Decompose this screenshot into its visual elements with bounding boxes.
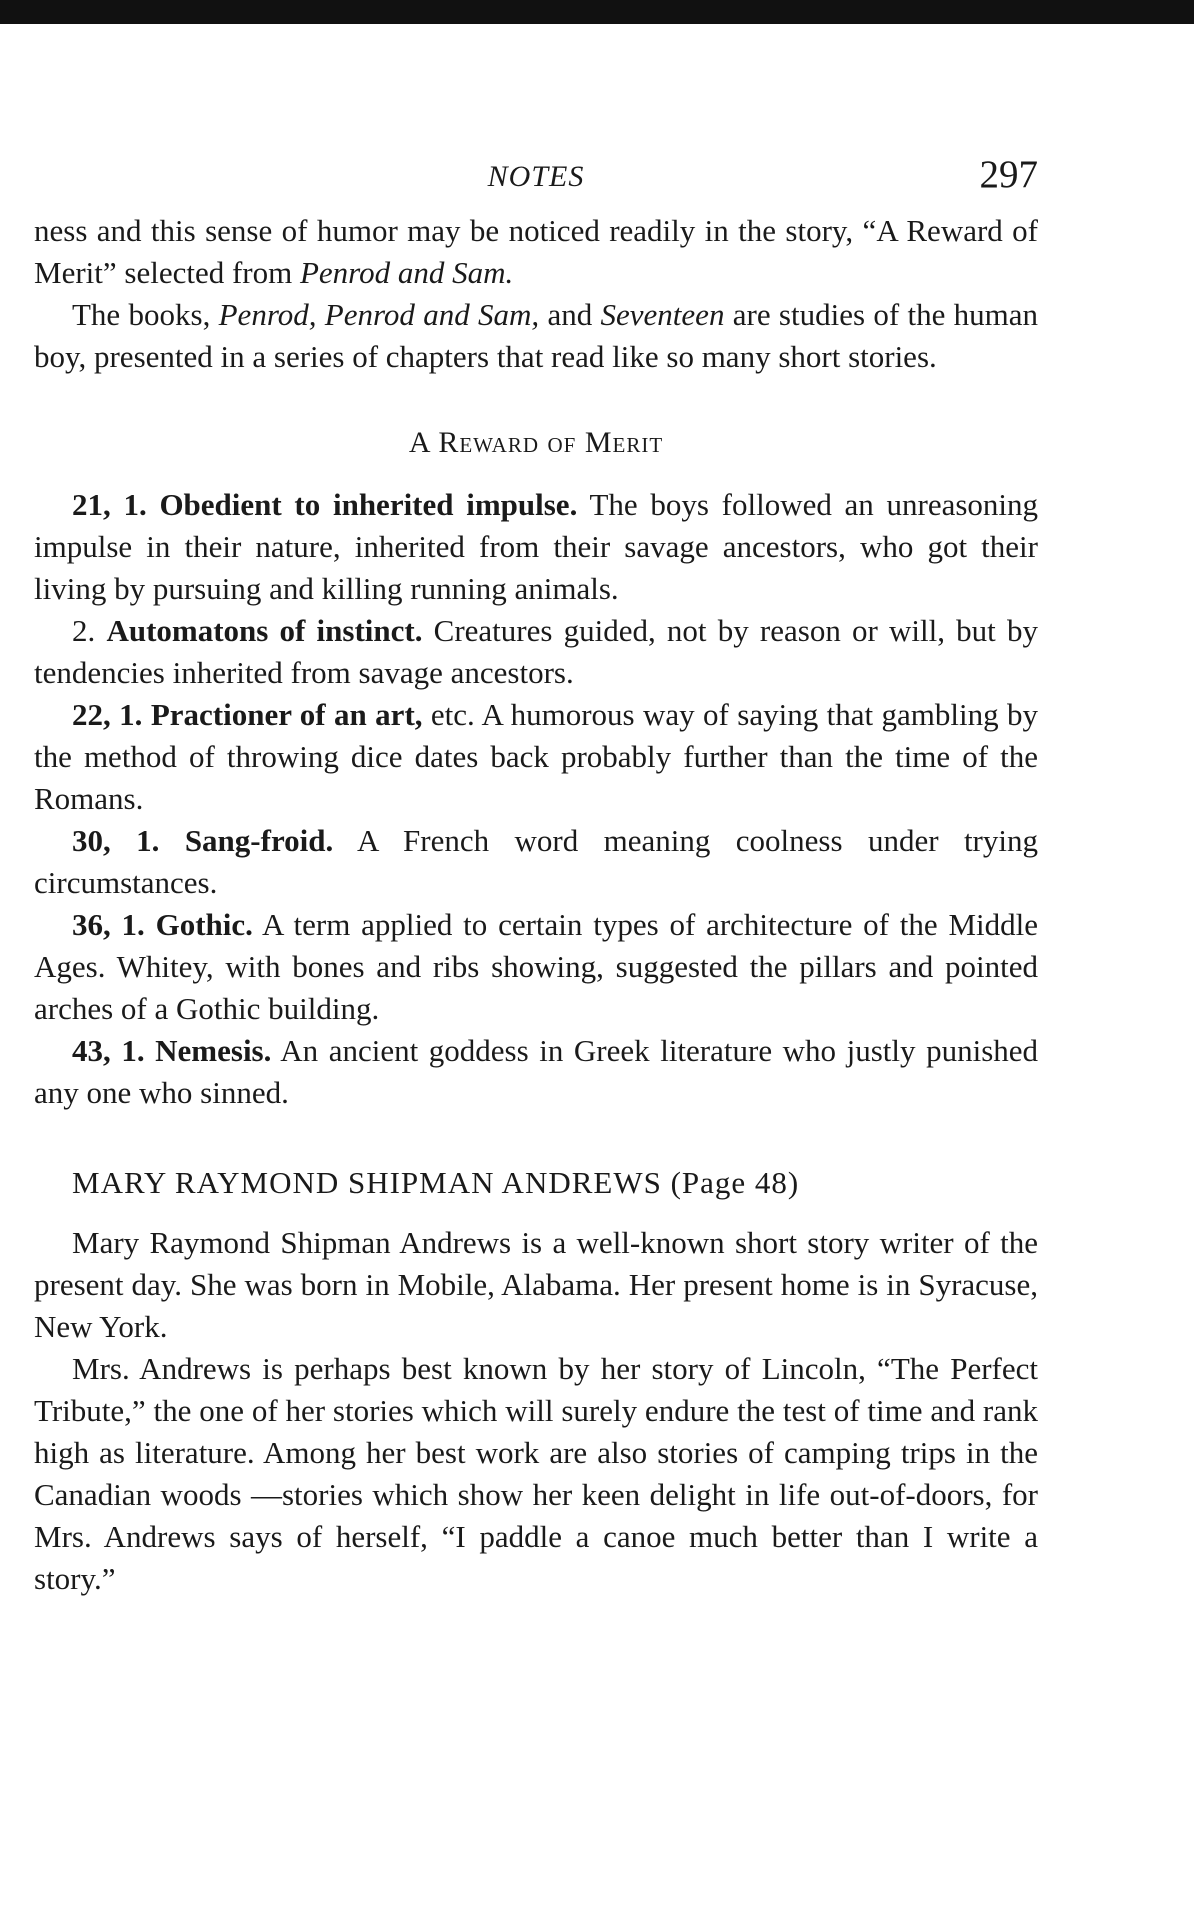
note-text: A French word meaning coolness under trying circumstances. bbox=[34, 823, 1038, 900]
section-heading: A Reward of Merit bbox=[408, 426, 664, 459]
intro-paragraph-1 bbox=[34, 210, 1038, 294]
note-term: Automatons of instinct. bbox=[106, 613, 423, 648]
note-reference: 30, 1. bbox=[72, 823, 160, 858]
page-number: 297 bbox=[979, 153, 1038, 196]
book-title: Penrod and Sam. bbox=[299, 255, 514, 290]
top-border-rule bbox=[0, 0, 1194, 24]
book-title: Seventeen bbox=[600, 297, 725, 332]
note-reference: 22, 1. bbox=[72, 697, 143, 732]
note-text: An ancient goddess in Greek literature who justly punished any one who sinned. bbox=[34, 1033, 1039, 1110]
note-reference: 2. bbox=[72, 613, 96, 648]
note-term: Sang-froid. bbox=[184, 823, 334, 858]
author-paragraph: Mary Raymond Shipman Andrews is a well-known short story writer of the present day. She was born in Mobile, Alabama. Her present home is in Syracuse, New York. bbox=[34, 1225, 1038, 1344]
intro-text: are studies of the human boy, presented in a series of chapters that read like so many short stories. bbox=[34, 297, 1038, 374]
page bbox=[34, 150, 1038, 1600]
note-reference: 21, 1. bbox=[72, 487, 147, 522]
intro-text: and bbox=[539, 297, 601, 332]
intro-paragraph-2 bbox=[34, 294, 1038, 378]
author-heading: MARY RAYMOND SHIPMAN ANDREWS (Page 48) bbox=[72, 1165, 800, 1200]
note-entry bbox=[34, 610, 1038, 694]
author-paragraph: Mrs. Andrews is perhaps best known by her story of Lincoln, “The Perfect Tribute,” the one of her stories which will surely endure the test of time and rank high as literature. Among her best work are also stories of camping trips in the Canadian woods —stories which show her keen delight in life out-of-doors, for Mrs. Andrews says of herself, “I paddle a canoe much better than I write a story.” bbox=[34, 1351, 1038, 1596]
intro-text: ness and this sense of humor may be noticed readily in the story, “A Reward of Merit” selected from bbox=[34, 213, 1038, 290]
body-text bbox=[34, 210, 1038, 1600]
note-entry bbox=[34, 694, 1038, 820]
note-reference: 43, 1. bbox=[72, 1033, 145, 1068]
note-term: Gothic. bbox=[155, 907, 253, 942]
note-entry bbox=[34, 1030, 1038, 1114]
note-entry bbox=[34, 820, 1038, 904]
note-term: Obedient to inherited impulse. bbox=[159, 487, 578, 522]
note-entry bbox=[34, 484, 1038, 610]
book-title: Penrod and Sam, bbox=[324, 297, 540, 332]
note-term: Nemesis. bbox=[155, 1033, 272, 1068]
running-title: NOTES bbox=[487, 160, 585, 193]
note-entry bbox=[34, 904, 1038, 1030]
note-text: A term applied to certain types of architecture of the Middle Ages. Whitey, with bones and ribs showing, suggested the pillars and pointed arches of a Gothic building. bbox=[34, 907, 1039, 1026]
note-text: The boys followed an unreasoning impulse in their nature, inherited from their savage ancestors, who got their living by pursuing and killing running animals. bbox=[34, 487, 1039, 606]
intro-text: The books, bbox=[72, 297, 219, 332]
note-reference: 36, 1. bbox=[72, 907, 145, 942]
note-term: Practioner of an art, bbox=[150, 697, 423, 732]
page-header bbox=[34, 150, 1038, 210]
book-title: Penrod, bbox=[218, 297, 317, 332]
note-text: Creatures guided, not by reason or will, but by tendencies inherited from savage ancestors. bbox=[34, 613, 1038, 690]
note-text: etc. A humorous way of saying that gambling by the method of throwing dice dates back probably further than the time of the Romans. bbox=[34, 697, 1038, 816]
